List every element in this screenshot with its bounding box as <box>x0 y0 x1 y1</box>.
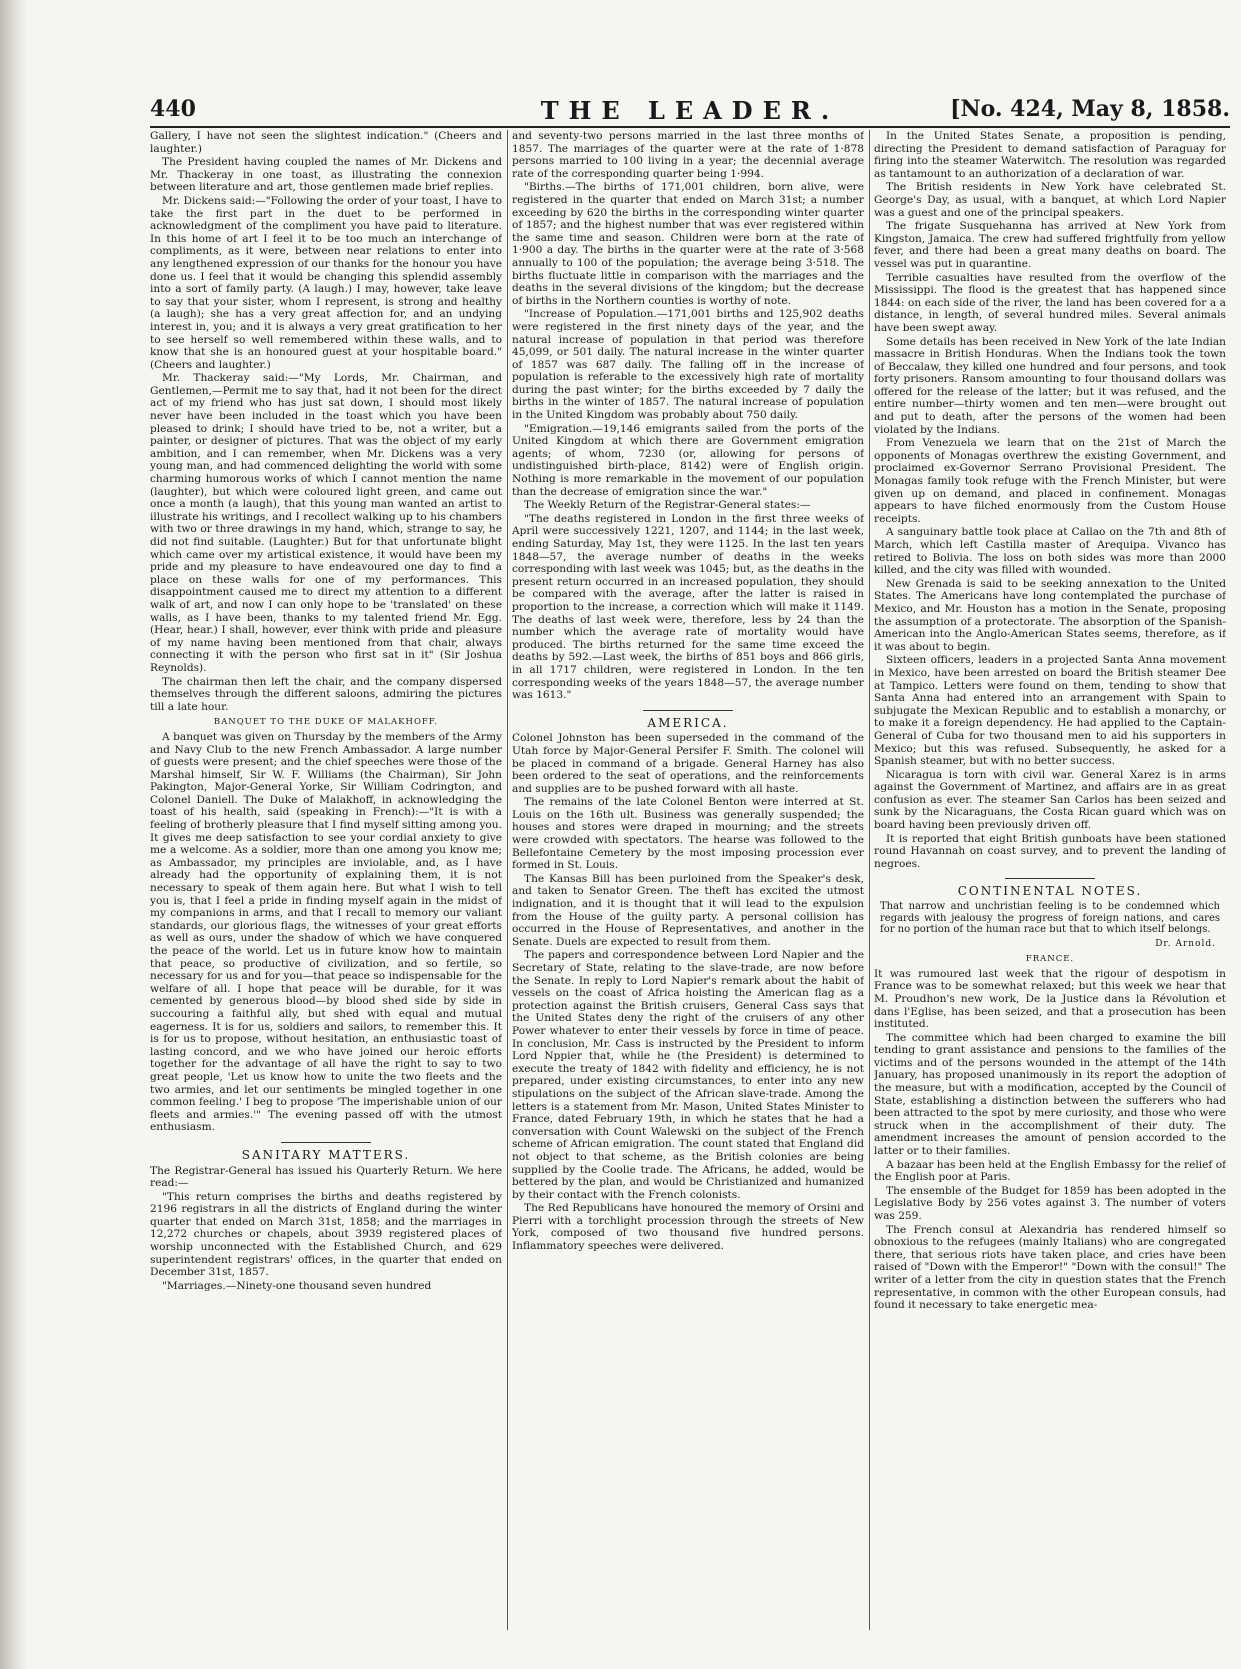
paragraph: The Kansas Bill has been purloined from the Speaker's desk, and taken to Senator Green. The theft has excited the utmost indignation, and it is thought that it will lead to the expulsion from the House of the guilty party. A personal collision has occurred in the House of Representatives, and another in the Senate. Duels are expected to result from them. <box>512 872 864 948</box>
column-rule-1 <box>507 130 508 1630</box>
paragraph: The committee which had been charged to examine the bill tending to grant assistance and pensions to the families of the victims and of the persons wounded in the attempt of the 14th January, has proposed unanimously in its report the adoption of the measure, but with a modification, accepted by the Council of State, establishing a distinction between the sufferers who had been attracted to the spot by mere curiosity, and those who were struck when in the accomplishment of their duty. The amendment increases the amount of pension accorded to the latter or to their families. <box>874 1031 1226 1158</box>
scan-edge-shadow <box>0 0 28 1669</box>
america-heading: AMERICA. <box>647 715 729 730</box>
section-rule <box>281 1142 371 1143</box>
paragraph: "This return comprises the births and deaths registered by 2196 registrars in all the districts of England during the winter quarter that ended on March 31st, 1858; and the marriages in 12,272 churches or chapels, about 3939 registered places of worship unconnected with the Established Church, and 629 superintendent registrars' offices, in the quarter that ended on December 31st, 1857. <box>150 1190 502 1279</box>
paragraph: The Weekly Return of the Registrar-General states:— <box>524 499 811 512</box>
paragraph: Some details has been received in New York of the late Indian massacre in British Honduras. When the Indians took the town of Beccalaw, they killed one hundred and four persons, and took forty prisoners. Ransom amounting to four thousand dollars was offered for the release of the latter; but it was refused, and the entire number—thirty women and ten men—were brought out and put to death, after the persons of the women had been violated by the Indians. <box>874 335 1226 436</box>
section-rule <box>643 710 733 711</box>
header-rule <box>150 126 1230 128</box>
paragraph: "Births.—The births of 171,001 children, born alive, were registered in the quarter that ended on March 31st; a number exceeding by 620 the births in the corresponding winter quarter of 1857; and the highest number that was ever registered within the same time and season. Children were born at the rate of 1·900 a day. The births in the quarter were at the rate of 3·568 annually to 100 of the population; the average being 3·518. The births fluctuate little in comparison with the marriages and the deaths in the several divisions of the kingdom; but the decrease of births in the Northern counties is worthy of note. <box>512 181 864 307</box>
paragraph: From Venezuela we learn that on the 21st of March the opponents of Monagas overthrew the existing Government, and proclaimed ex-Governor Serrano Provisional President. The Monagas family took refuge with the French Minister, but were given up on demand, and placed in confinement. Monagas appears to have filched enormously from the Custom House receipts. <box>874 437 1226 525</box>
paragraph: "Increase of Population.—171,001 births and 125,902 deaths were registered in the first ninety days of the year, and the natural increase of population in that period was therefore 45,099, or 501 daily. The natural increase in the winter quarter of 1857 was 687 daily. The falling off in the increase of population is referable to the excessively high rate of mortality during the past winter; for the births exceeded by 7 daily the births in the winter of 1857. The natural increase of population in the United Kingdom was probably about 750 daily. <box>512 308 864 422</box>
paragraph: "Emigration.—19,146 emigrants sailed from the ports of the United Kingdom at which there are Government emigration agents; of whom, 7230 (or, allowing for persons of undistinguished birth-place, 8142) were of English origin. Nothing is more remarkable in the movement of our population than the decrease of emigration since the war." <box>512 422 864 498</box>
paragraph: Mr. Thackeray said:—"My Lords, Mr. Chairman, and Gentlemen,—Permit me to say that, had it not been for the direct act of my friend who has just sat down, I should most likely never have been included in the toast which you have been pleased to drink; I should have tried to be, not a writer, but a painter, or designer of pictures. That was the object of my early ambition, and I can remember, when Mr. Dickens was a very young man, and had commenced delighting the world with some charming humorous works of which I cannot mention the name (laughter), but which were coloured light green, and came out once a month (a laugh), that this young man wanted an artist to illustrate his writings, and I recollect walking up to his chambers with two or three drawings in my hand, which, strange to say, he did not find suitable. (Laughter.) But for that unfortunate blight which came over my artistical existence, it would have been my pride and my pleasure to have endeavoured one day to find a place on these walls for one of my performances. This disappointment caused me to direct my attention to a different walk of art, and now I can only hope to be 'translated' on these walls, as I have been, thanks to my talented friend Mr. Egg. (Hear, hear.) I shall, however, ever think with pride and pleasure of my name having been mentioned from that chair, always connecting it with the person who first sat in it" (Sir Joshua Reynolds). <box>150 372 502 674</box>
banquet-heading: BANQUET TO THE DUKE OF MALAKHOFF. <box>213 717 439 728</box>
paragraph: Terrible casualties have resulted from the overflow of the Mississippi. The flood is the greatest that has happened since 1844: on each side of the river, the land has been covered for a a distance, in length, of several hundred miles. Several animals have been swept away. <box>874 271 1226 334</box>
paragraph: Sixteen officers, leaders in a projected Santa Anna movement in Mexico, have been arrested on board the British steamer Dee at Tampico. Letters were found on them, tending to show that Santa Anna had entered into an arrangement with Spain to subjugate the Mexican Republic and to establish a monarchy, or to make it a foreign dependency. He had applied to the Captain-General of Cuba for two thousand men to aid his supporters in Mexico; but this was refused. Subsequently, he asked for a Spanish steamer, but with no better success. <box>874 654 1226 768</box>
paragraph: and seventy-two persons married in the last three months of 1857. The marriages of the quarter were at the rate of 1·878 persons married to 100 living in a year; the decennial average rate of the corresponding quarter being 1·994. <box>512 130 864 180</box>
paragraph: The Red Republicans have honoured the memory of Orsini and Pierri with a torchlight procession through the streets of New York, composed of two thousand five hundred persons. Inflammatory speeches were delivered. <box>512 1202 864 1253</box>
paragraph: The Registrar-General has issued his Quarterly Return. We here read:— <box>150 1164 502 1190</box>
paragraph: The remains of the late Colonel Benton were interred at St. Louis on the 16th ult. Business was generally suspended; the houses and stores were draped in mourning; and the streets were crowded with spectators. The hearse was followed to the Bellefontaine Cemetery by the most imposing procession ever formed in St. Louis. <box>512 796 864 872</box>
paragraph: Colonel Johnston has been superseded in the command of the Utah force by Major-General Persifer F. Smith. The colonel will be placed in command of a brigade. General Harney has also been ordered to the seat of operations, and the reinforcements and supplies are to be pushed forward with all haste. <box>512 732 864 795</box>
paragraph: A bazaar has been held at the English Embassy for the relief of the English poor at Paris. <box>874 1158 1226 1184</box>
page-header <box>150 96 1230 126</box>
column-rule-2 <box>869 130 870 1630</box>
paragraph: The papers and correspondence between Lord Napier and the Secretary of State, relating to the slave-trade, are now before the Senate. In reply to Lord Napier's remark about the habit of vessels on the coast of Africa hoisting the American flag as a protection against the British cruisers, General Cass says that the United States deny the right of the cruisers of any other Power whatever to enter their vessels by force in time of peace. In conclusion, Mr. Cass is instructed by the President to inform Lord Nppier that, while he (the President) is determined to execute the treaty of 1842 with fidelity and efficiency, he is not prepared, under existing circumstances, to enter into any new stipulations on the subject of the African slave-trade. Among the letters is a statement from Mr. Mason, United States Minister to France, dated February 19th, in which he states that he had a conversation with Count Walewski on the subject of the French scheme of African emigration. The count stated that England did not object to that scheme, as the British colonies are being supplied by the Coolie trade. The Africans, he added, would be bettered by the plan, and would be Christianized and humanized by their contact with the French colonists. <box>512 949 864 1201</box>
sanitary-heading: SANITARY MATTERS. <box>241 1147 411 1162</box>
france-heading: FRANCE. <box>1025 954 1075 965</box>
paragraph: The chairman then left the chair, and the company dispersed themselves through the different saloons, admiring the pictures till a late hour. <box>150 675 502 713</box>
continental-heading: CONTINENTAL NOTES. <box>957 884 1143 899</box>
paragraph: In the United States Senate, a proposition is pending, directing the President to demand satisfaction of Paraguay for firing into the steamer Waterwitch. The resolution was regarded as tantamount to an authorization of a declaration of war. <box>874 130 1226 180</box>
paragraph: Nicaragua is torn with civil war. General Xarez is in arms against the Government of Martinez, and affairs are in as great confusion as ever. The steamer San Carlos has been seized and sunk by the Nicaraguans, the Costa Rican guard which was on board having been previously driven off. <box>874 768 1226 832</box>
paragraph: "Marriages.—Ninety-one thousand seven hundred <box>162 1279 432 1292</box>
epigraph: That narrow and unchristian feeling is to be condemned which regards with jealousy the progress of foreign nations, and cares for no portion of the human race but that to which itself belongs. <box>880 901 1220 936</box>
column-2 <box>512 130 864 1630</box>
issue-date: [No. 424, May 8, 1858. <box>950 96 1230 122</box>
paragraph: It was rumoured last week that the rigour of despotism in France was to be somewhat relaxed; but this week we hear that M. Proudhon's new work, De la Justice dans la Révolution et dans l'Eglise, has been seized, and that a prosecution has been instituted. <box>874 967 1226 1031</box>
paragraph: New Grenada is said to be seeking annexation to the United States. The Americans have long contemplated the purchase of Mexico, and Mr. Houston has a motion in the Senate, proposing the assumption of a protectorate. The absorption of the Spanish-American into the Anglo-American States seems, therefore, as if it was about to begin. <box>874 577 1226 653</box>
epigraph-author: Dr. Arnold. <box>1155 938 1216 949</box>
paragraph: Mr. Dickens said:—"Following the order of your toast, I have to take the first part in the duet to be performed in acknowledgment of the compliment you have paid to literature. In this home of art I feel it to be too much an interchange of compliments, as it were, between near relations to enter into any lengthened expression of our thanks for the honour you have done us. I feel that it would be changing this splendid assembly into a sort of family party. (A laugh.) I may, however, take leave to say that your sister, whom I represent, is strong and healthy (a laugh); she has a very great affection for, and an undying interest in, you; and it is always a very great gratification to her to see herself so well remembered within these walls, and to know that she is an honoured guest at your hospitable board." (Cheers and laughter.) <box>150 194 502 371</box>
paragraph: Gallery, I have not seen the slightest indication." (Cheers and laughter.) <box>150 130 502 155</box>
paragraph: A sanguinary battle took place at Callao on the 7th and 8th of March, which left Castilla master of Arequipa. Vivanco has retired to Bolivia. The loss on both sides was more than 2000 killed, and the city was filled with wounded. <box>874 526 1226 577</box>
newspaper-title: THE LEADER. <box>540 96 840 125</box>
paragraph: "The deaths registered in London in the first three weeks of April were successively 1221, 1207, and 1144; in the last week, ending Saturday, May 1st, they were 1125. In the last ten years 1848—57, the average number of deaths in the weeks corresponding with last week was 1045; but, as the deaths in the present return occurred in an increased population, they should be compared with the average, after the latter is raised in proportion to the increase, a correction which will make it 1149. The deaths of last week were, therefore, less by 24 than the number which the average rate of mortality would have produced. The births returned for the same time exceed the deaths by 592.—Last week, the births of 851 boys and 866 girls, in all 1717 children, were registered in London. In the ten corresponding weeks of the years 1848—57, the average number was 1613." <box>512 512 864 702</box>
paragraph: A banquet was given on Thursday by the members of the Army and Navy Club to the new French Ambassador. A large number of guests were present; and the chief speeches were those of the Marshal himself, Sir W. F. Williams (the Chairman), Sir John Pakington, Major-General Yorke, Sir William Codrington, and Colonel Daniell. The Duke of Malakhoff, in acknowledging the toast of his health, said (speaking in French):—"It is with a feeling of brotherly pleasure that I find myself sitting among you. It gives me deep satisfaction to see your cordial anxiety to give me a welcome. As a soldier, more than one among you know me; as Ambassador, my principles are inviolable, and, as I have already had the opportunity of explaining them, it is not necessary to speak of them again here. But what I wish to tell you is, that I feel a pride in finding myself again in the midst of my companions in arms, and that I recall to memory our valiant standards, our glorious flags, the witnesses of your great efforts as well as ours, under the shadow of which we have conquered the peace of the world. Let us in future know how to maintain that peace, so productive of civilization, and so fertile, so necessary for us and for you—that peace so indispensable for the welfare of all. I hope that peace will be durable, for it was cemented by generous blood—by blood shed side by side in succouring a faithful ally, but shed with equal and mutual eagerness. It is for us, soldiers and sailors, to remember this. It is for us to propose, without hesitation, an enthusiastic toast of lasting concord, and we who have joined our heroic efforts together for the advantage of all have the right to say to two great people, 'Let us know how to unite the two fleets and the two armies, and let our sentiments be mingled together in one common feeling.' I beg to propose 'The imperishable union of our fleets and armies.'" The evening passed off with the utmost enthusiasm. <box>150 730 502 1134</box>
paragraph: It is reported that eight British gunboats have been stationed round Havannah on coast survey, and to prevent the landing of negroes. <box>874 832 1226 870</box>
page-number: 440 <box>150 96 196 122</box>
paragraph: The frigate Susquehanna has arrived at New York from Kingston, Jamaica. The crew had suffered frightfully from yellow fever, and there had been a great many deaths on board. The vessel was put in quarantine. <box>874 220 1226 270</box>
paragraph: The President having coupled the names of Mr. Dickens and Mr. Thackeray in one toast, as illustrating the connexion between literature and art, those gentlemen made brief replies. <box>150 156 502 194</box>
paragraph: The French consul at Alexandria has rendered himself so obnoxious to the refugees (mainly Italians) who are congregated there, that serious riots have taken place, and cries have been raised of "Down with the Emperor!" "Down with the consul!" The writer of a letter from the city in question states that the French representative, in common with the other European consuls, had found it necessary to take energetic mea- <box>874 1223 1226 1312</box>
column-3 <box>874 130 1226 1630</box>
section-rule <box>1005 878 1095 879</box>
column-1 <box>150 130 502 1630</box>
paragraph: The British residents in New York have celebrated St. George's Day, as usual, with a banquet, at which Lord Napier was a guest and one of the principal speakers. <box>874 181 1226 219</box>
paragraph: The ensemble of the Budget for 1859 has been adopted in the Legislative Body by 256 votes against 3. The number of voters was 259. <box>874 1184 1226 1222</box>
